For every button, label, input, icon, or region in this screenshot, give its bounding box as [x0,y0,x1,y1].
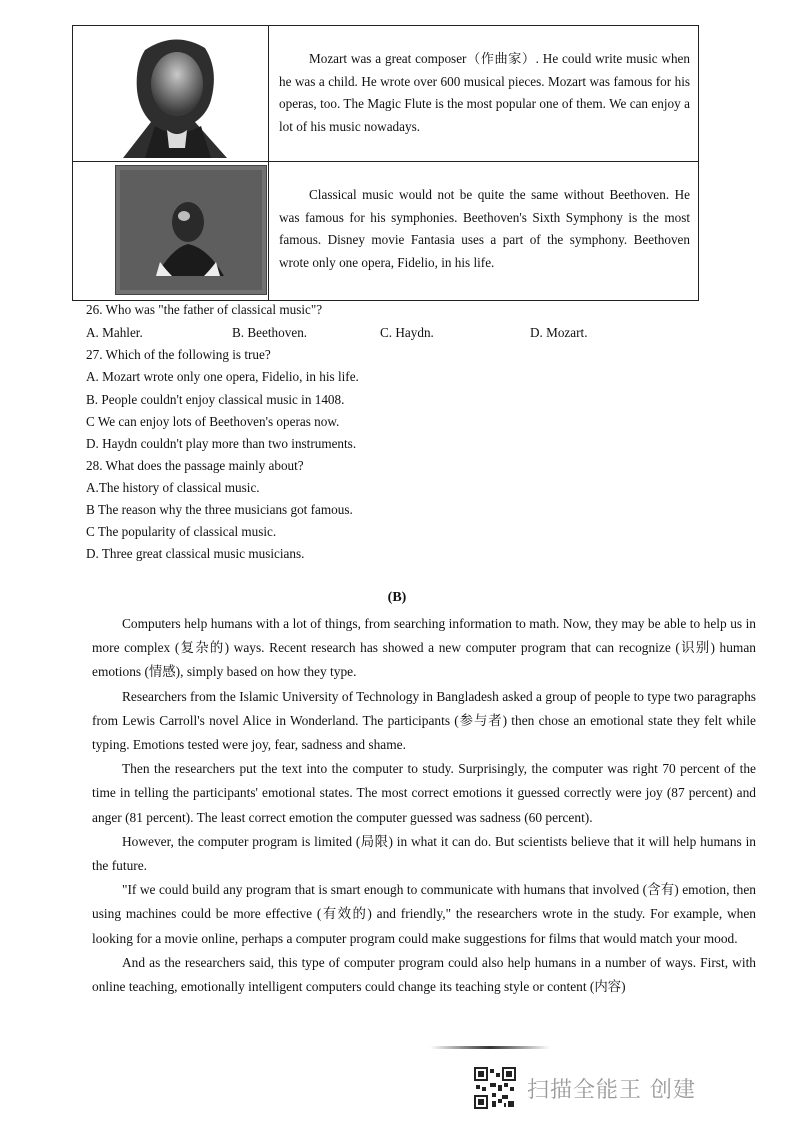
scanner-watermark: 扫描全能王 创建 [527,1078,696,1103]
mozart-row [73,26,698,162]
q28-option-d: D. Three great classical music musicians. [86,546,305,561]
footer-divider [430,1046,550,1049]
question-27: 27. Which of the following is true? [86,347,271,362]
beethoven-text-cell [269,162,698,300]
mozart-image-cell [73,26,269,161]
q27-option-b: B. People couldn't enjoy classical music in 1408. [86,392,345,407]
q27-option-d: D. Haydn couldn't play more than two instruments. [86,436,357,451]
mozart-text-cell [269,26,698,161]
beethoven-portrait-icon [115,165,267,295]
section-b-passage [92,612,756,999]
q28-option-b: B The reason why the three musicians got famous. [86,502,353,517]
beethoven-image-cell [73,162,269,300]
q26-option-d: D. Mozart. [530,325,588,340]
composer-table [72,25,699,301]
question-28: 28. What does the passage mainly about? [86,458,304,473]
passage-paragraph-5: "If we could build any program that is smart enough to communicate with humans that involved (含有) emotion, then using machines could be more effective (有效的) and friendly," the researchers wrote in the study. For example, when looking for a movie online, perhaps a computer program could make suggestions for films that would match your mood. [92,882,756,946]
question-26: 26. Who was "the father of classical music"? [86,302,323,317]
passage-paragraph-4: However, the computer program is limited (局限) in what it can do. But scientists believe that it will help humans in the future. [92,833,756,874]
beethoven-paragraph: Classical music would not be quite the same without Beethoven. He was famous for his symphonies. Beethoven's Sixth Symphony is the most famous. Disney movie Fantasia uses a part of the symphony. Beethoven wrote only one opera, Fidelio, in his life. [279,187,690,270]
mozart-paragraph: Mozart was a great composer（作曲家）. He could write music when he was a child. He wrote over 600 musical pieces. Mozart was famous for his operas, too. The Magic Flute is the most popular one of them. We can enjoy a lot of his music nowadays. [279,51,690,134]
passage-paragraph-1: Computers help humans with a lot of things, from searching information to math. Now, they may be able to help us in more complex (复杂的) ways. Recent research has showed a new computer program that can recognize (识别) human emotions (情感), simply based on how they type. [92,616,756,680]
q27-option-c: C We can enjoy lots of Beethoven's operas now. [86,414,340,429]
q26-option-c: C. Haydn. [380,325,434,340]
q28-option-a: A.The history of classical music. [86,480,260,495]
passage-paragraph-3: Then the researchers put the text into the computer to study. Surprisingly, the computer was right 70 percent of the time in telling the participants' emotional states. The most correct emotions it guessed correctly were joy (87 percent) and anger (81 percent). The least correct emotion the computer guessed was sadness (60 percent). [92,761,756,825]
mozart-portrait-icon [115,30,235,158]
passage-paragraph-2: Researchers from the Islamic University of Technology in Bangladesh asked a group of people to type two paragraphs from Lewis Carroll's novel Alice in Wonderland. The participants (参与者) then chose an emotional state they felt while typing. Emotions tested were joy, fear, sadness and shame. [92,688,756,753]
q26-option-a: A. Mahler. [86,325,143,340]
qr-code-icon[interactable] [474,1067,516,1109]
section-b-title: (B) [387,590,407,605]
q26-option-b: B. Beethoven. [232,325,308,340]
q27-option-a: A. Mozart wrote only one opera, Fidelio, in his life. [86,369,359,384]
q28-option-c: C The popularity of classical music. [86,524,277,539]
beethoven-row [73,162,698,300]
passage-paragraph-6: And as the researchers said, this type of computer program could also help humans in a number of ways. First, with online teaching, emotionally intelligent computers could change its teaching style or content (内容) [92,954,756,995]
